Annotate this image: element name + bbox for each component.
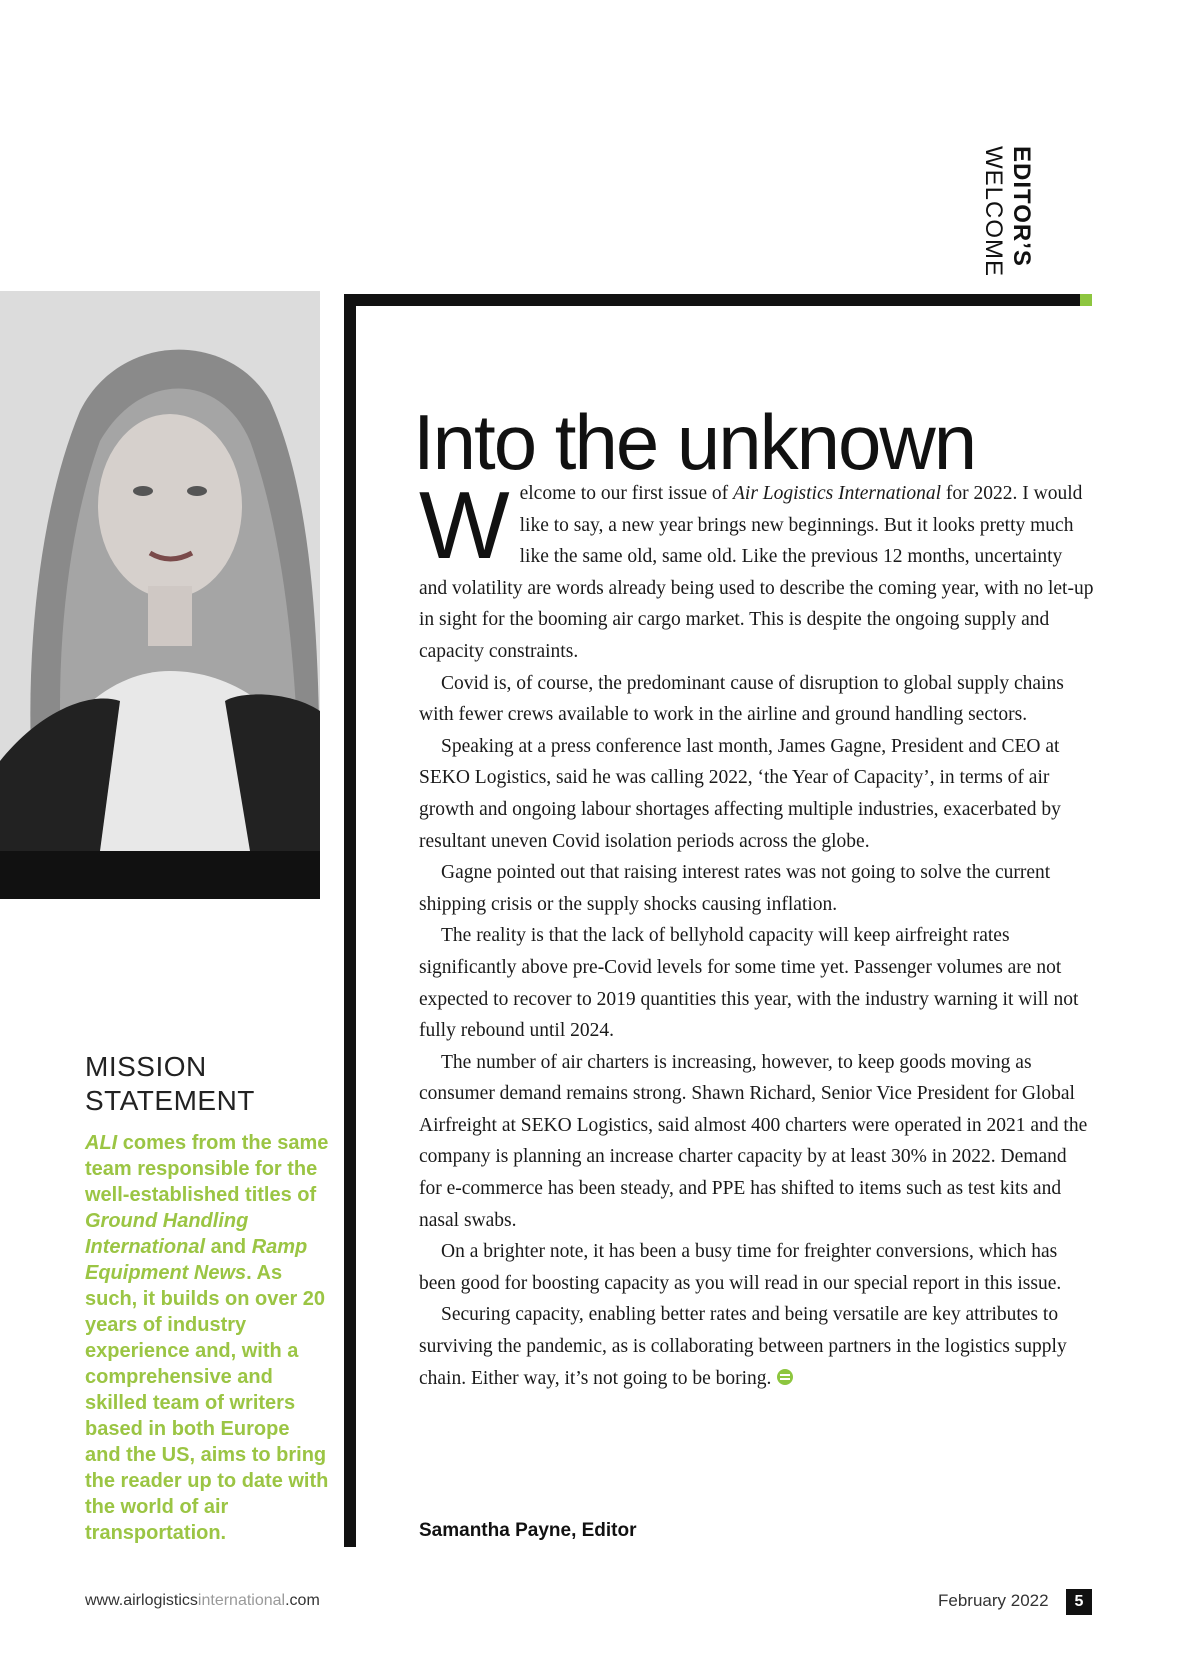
editor-portrait <box>0 291 320 851</box>
footer-url-part1: www.airlogistics <box>85 1592 198 1609</box>
mission-title-line1: MISSION <box>85 1051 207 1082</box>
portrait-illustration <box>0 291 320 851</box>
mission-text-1: comes from the same team responsible for the well-established titles of <box>85 1132 329 1206</box>
article-paragraph-6: The number of air charters is increasing, however, to keep goods moving as consumer demand remains strong. Shawn Richard, Senior Vice President for Global Airfreight at SEKO Logistics, said almost 400 charters were operated in 2021 and the company is planning an increase charter capacity by at least 30% in 2022. Demand for e-commerce has been steady, and PPE has shifted to items such as test kits and nasal swabs. <box>419 1051 1088 1231</box>
mission-text-3: . As such, it builds on over 20 years of industry experience and, with a comprehensive and skilled team of writers based in both Europe and the US, aims to bring the reader up to date with the world of air transportation. <box>85 1262 329 1544</box>
mission-ali: ALI <box>85 1132 118 1154</box>
footer-url-part2: international <box>197 1592 286 1609</box>
article-paragraph-4: Gagne pointed out that raising interest rates was not going to solve the current shipping crisis or the supply shocks causing inflation. <box>419 862 1051 915</box>
accent-square <box>1080 294 1092 306</box>
footer-url <box>85 1592 320 1610</box>
page-number: 5 <box>1066 1589 1092 1615</box>
mission-statement-body <box>85 1130 330 1546</box>
mission-ren: Ramp Equipment News <box>85 1236 308 1284</box>
section-tag-line1: EDITOR’S <box>1008 146 1035 267</box>
mission-title-line2: STATEMENT <box>85 1085 255 1116</box>
photo-caption-bar <box>0 851 320 899</box>
p1-text-a: elcome to our first issue of <box>519 483 733 504</box>
article-paragraph-5: The reality is that the lack of bellyhold capacity will keep airfreight rates significantly above pre-Covid levels for some time yet. Passenger volumes are not expected to recover to 2019 quantities this year, with the industry warning it will not fully rebound until 2024. <box>419 925 1079 1042</box>
byline: Samantha Payne, Editor <box>419 1520 637 1541</box>
drop-cap: W <box>419 472 510 579</box>
section-tag <box>979 146 1035 276</box>
side-rule <box>344 294 356 1547</box>
section-tag-line2: WELCOME <box>980 146 1007 278</box>
article-paragraph-7: On a brighter note, it has been a busy time for freighter conversions, which has been good for boosting capacity as you will read in our special report in this issue. <box>419 1241 1062 1294</box>
article-paragraph-3: Speaking at a press conference last month, James Gagne, President and CEO at SEKO Logistics, said he was calling 2022, ‘the Year of Capacity’, in terms of air growth and ongoing labour shortages affecting multiple industries, exacerbated by resultant uneven Covid isolation periods across the globe. <box>419 735 1061 852</box>
mission-text-2: and <box>205 1236 252 1258</box>
end-of-article-icon <box>777 1369 793 1385</box>
mission-ghi: Ground Handling International <box>85 1210 249 1258</box>
article-paragraph-1 <box>419 472 1094 668</box>
article-headline: Into the unknown <box>413 398 976 487</box>
mission-statement-title <box>85 1050 335 1118</box>
p1-text-b: for 2022. I would like to say, a new year brings new beginnings. But it looks pretty much like the same old, same old. Like the previous 12 months, uncertainty and volatility are words already being used to describe the coming year, with no let-up in sight for the booming air cargo market. This is despite the ongoing supply and capacity constraints. <box>419 483 1094 662</box>
article-body <box>419 472 1094 1394</box>
top-rule <box>344 294 1080 306</box>
article-paragraph-2: Covid is, of course, the predominant cause of disruption to global supply chains with fewer crews available to work in the airline and ground handling sectors. <box>419 672 1064 726</box>
article-paragraph-8 <box>419 1299 1094 1394</box>
footer-date: February 2022 <box>938 1591 1049 1610</box>
footer-url-part3: .com <box>285 1592 320 1609</box>
publication-name: Air Logistics International <box>732 483 941 504</box>
p8-text: Securing capacity, enabling better rates and being versatile are key attributes to surviving the pandemic, as is collaborating between partners in the logistics supply chain. Either way, it’s not going to be boring. <box>419 1304 1067 1389</box>
